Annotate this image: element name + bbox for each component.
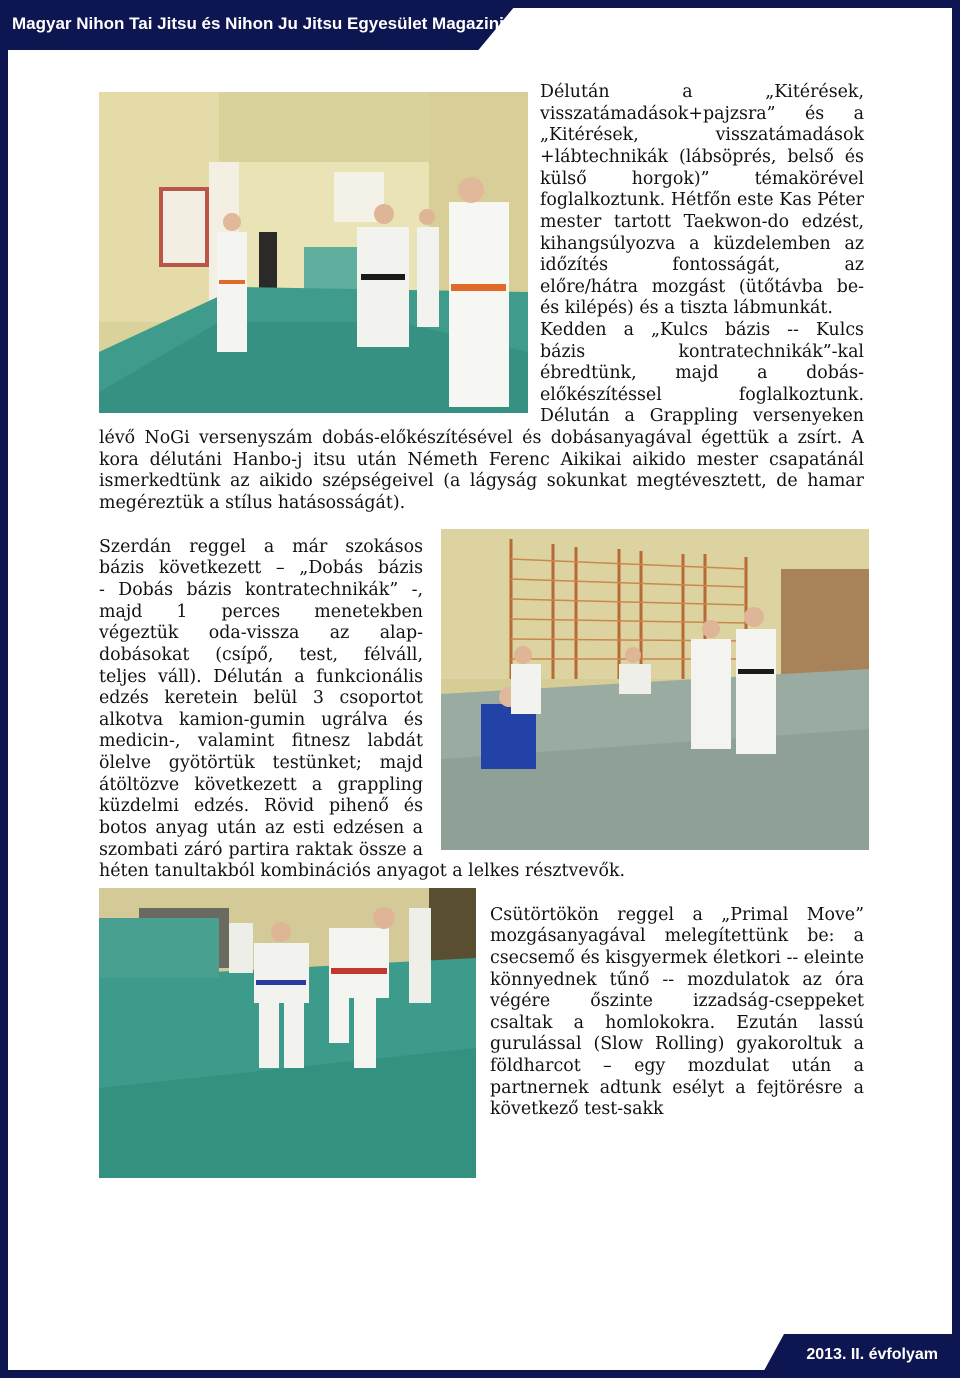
section1-line: +lábtechnikák (lábsöprés, belső és [540, 147, 864, 167]
page-frame-left [0, 0, 8, 1378]
section3-line: partnernek adtunk esélyt a fejtörésre a [490, 1078, 864, 1098]
section3-line: végére őszinte izzadság-cseppeket [490, 991, 864, 1011]
section1-line: időzítés fontosságát, az [540, 255, 864, 275]
section2-line: ölelve gyötörtük testünket; majd [99, 753, 423, 773]
section2-line: bázis következett – „Dobás bázis [99, 558, 423, 578]
section3-line: könnyednek tűnő -- mozdulatok az óra [490, 970, 864, 990]
section2-line: edzés keretein belül 3 csoportot [99, 688, 423, 708]
section2-line: Szerdán reggel a már szokásos [99, 537, 423, 557]
section3-line: gurulással (Slow Rolling) gyakoroltuk a [490, 1034, 864, 1054]
section1-line: Délután a „Kitérések, [540, 82, 864, 102]
section3-line: következő test-sakk [490, 1099, 664, 1119]
training-photo-1 [99, 92, 528, 413]
section1-line: ismerkedtünk az aikido szépségeivel (a lágyság sokunkat megtévesztett, de hamar [99, 471, 864, 491]
section1-line: visszatámadások+pajzsra” és a [540, 104, 864, 124]
section2-line: szombati záró partira raktak össze a [99, 840, 423, 860]
section2-line: alkotva kamion-gumin ugrálva és [99, 710, 423, 730]
magazine-title: Magyar Nihon Tai Jitsu és Nihon Ju Jitsu Egyesület Magazinja [12, 14, 514, 33]
section1-line: és kilépés) és a tiszta lábmunkát. [540, 298, 833, 318]
section2-line: végeztük oda-vissza az alap- [99, 623, 423, 643]
section2-line: majd 1 perces menetekben [99, 602, 423, 622]
section2-line: átöltözve következett a grappling [99, 775, 423, 795]
section1-line: kora délutáni Hanbo-j itsu után Németh Ferenc Aikikai aikido mester csapatánál [99, 450, 864, 470]
section1-line: Kedden a „Kulcs bázis -- Kulcs [540, 320, 864, 340]
section1-line: bázis kontratechnikák”-kal [540, 342, 864, 362]
section3-line: csaltak a homlokokra. Ezután lassú [490, 1013, 864, 1033]
section2-line: küzdelmi edzés. Rövid pihenő és [99, 796, 423, 816]
page-frame-right [952, 0, 960, 1378]
section2-line: botos anyag után az esti edzésen a [99, 818, 423, 838]
section1-line: ébredtünk, majd a dobás- [540, 363, 864, 383]
section2-line: teljes váll). Délután a funkcionális [99, 667, 423, 687]
section2-line: - Dobás bázis kontratechnikák” -, [99, 580, 423, 600]
section1-line: előre/hátra mozgást (ütőtávba be- [540, 277, 864, 297]
section1-line: külső horgok)” témakörével [540, 169, 864, 189]
section1-line: előkészítéssel foglalkoztunk. [540, 385, 864, 405]
section3-line: földharcot – egy mozdulat után a [490, 1056, 864, 1076]
training-photo-3 [99, 888, 476, 1178]
section2-line: dobásokat (csípő, test, félváll, [99, 645, 423, 665]
section2-line: medicin-, valamint fitnesz labdát [99, 731, 423, 751]
issue-label: 2013. II. évfolyam [806, 1346, 938, 1363]
section1-line: kihangsúlyozva a küzdelemben az [540, 234, 864, 254]
section1-line: „Kitérések, visszatámadások [540, 125, 864, 145]
training-photo-2 [441, 529, 869, 850]
section1-line: foglalkoztunk. Hétfőn este Kas Péter [540, 190, 864, 210]
section2-line: héten tanultakból kombinációs anyagot a lelkes résztvevők. [99, 861, 626, 881]
section1-line: mester tartott Taekwon-do edzést, [540, 212, 864, 232]
section1-line: lévő NoGi versenyszám dobás-előkészítésével és dobásanyagával égettük a zsírt. A [99, 428, 864, 448]
section1-line: Délután a Grappling versenyeken [540, 406, 864, 426]
section3-line: mozgásanyagával melegítettünk be: a [490, 926, 864, 946]
section3-line: csecsemő és kisgyermek életkori -- eleinte [490, 948, 864, 968]
section3-line: Csütörtökön reggel a „Primal Move” [490, 905, 864, 925]
section1-line: megéreztük a stílus hatásosságát). [99, 493, 406, 513]
